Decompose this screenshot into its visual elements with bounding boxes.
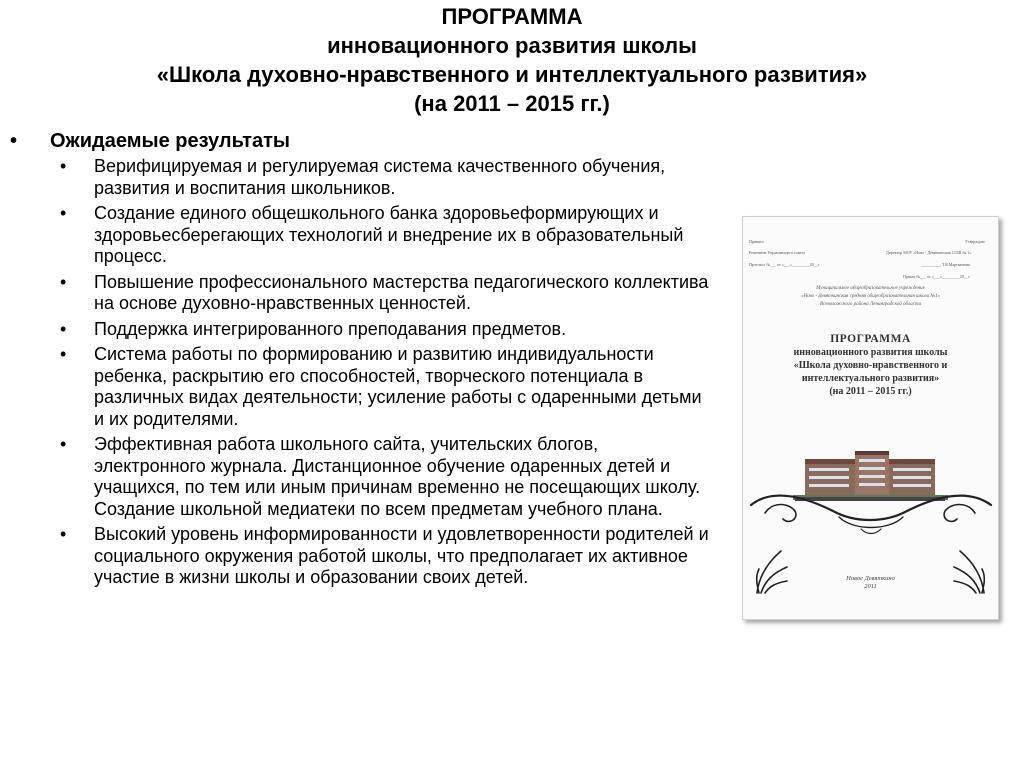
list-item — [52, 344, 712, 430]
doc-org-line-1: Муниципальное общеобразовательное учреждение — [816, 286, 925, 291]
section-heading: Ожидаемые результаты — [50, 130, 290, 152]
doc-year: 2011 — [864, 583, 877, 590]
doc-title-line-1: ПРОГРАММА — [830, 333, 911, 345]
doc-org-line-2: «Ново - Девяткинская средняя общеобразовательная школа №1» — [800, 294, 941, 299]
doc-accepted-label: Принято — [749, 239, 764, 244]
doc-title-line-3: «Школа духовно-нравственного и — [793, 360, 948, 371]
doc-title-line-5: (на 2011 – 2015 гг.) — [829, 386, 912, 397]
bullet-icon: • — [60, 524, 67, 544]
list-item-text: Создание единого общешкольного банка здоровьеформирующих и здоровьесберегающих технологий и внедрение их в образовательный процесс. — [94, 203, 684, 266]
list-item-text: Высокий уровень информированности и удовлетворенности родителей и социального окружения работой школы, что предполагает их активное участие в жизни школы и образовании своих детей. — [94, 524, 709, 587]
list-item — [52, 272, 712, 315]
program-document-image — [742, 216, 999, 620]
list-item-text: Эффективная работа школьного сайта, учительских блогов, электронного журнала. Дистанционное обучение одаренных детей и учащихся, по тем или иным причинам временно не посещающих школу. Создание школьной медиатеки по всем предметам учебного плана. — [94, 434, 701, 519]
doc-org-line-3: Всеволожского района Ленинградской области — [820, 302, 921, 307]
doc-director-label: Директор МОУ «Ново - Девяткинская СОШ № 1» — [886, 250, 972, 255]
list-item — [52, 319, 712, 341]
bullet-icon: • — [60, 344, 67, 364]
list-item-text: Поддержка интегрированного преподавания предметов. — [94, 318, 567, 339]
bullet-icon: • — [60, 271, 67, 292]
bullet-icon: • — [60, 156, 67, 176]
list-item-text: Повышение профессионального мастерства педагогического коллектива на основе духовно-нравственных ценностей. — [94, 271, 709, 313]
title-line-2: инновационного развития школы — [327, 33, 697, 58]
bullet-icon: • — [60, 203, 67, 223]
doc-protocol-label: Протокол №___ от «___»_________20__г. — [749, 262, 820, 267]
list-item — [52, 156, 712, 199]
list-item — [52, 524, 712, 589]
results-list — [52, 156, 712, 593]
school-building-illustration — [743, 439, 998, 537]
bullet-icon: • — [60, 318, 67, 339]
section-heading-row — [10, 128, 290, 154]
doc-council-label: Решением Управляющего совета — [749, 250, 805, 255]
list-item-text: Верифицируемая и регулируемая система качественного обучения, развития и воспитания школьников. — [94, 156, 666, 198]
title-line-3: «Школа духовно-нравственного и интеллектуального развития» — [156, 62, 868, 87]
doc-signature-label: __________ Т.Я.Мартыненко — [921, 262, 971, 267]
bullet-icon: • — [60, 434, 67, 454]
doc-approve-label: Утверждаю — [965, 239, 985, 244]
doc-place: Новое Девяткино — [846, 575, 895, 582]
doc-title — [753, 333, 988, 398]
doc-order-label: Приказ №___ от «___»_________20__г. — [903, 274, 970, 279]
bullet-icon: • — [10, 130, 18, 152]
doc-title-line-2: инновационного развития школы — [793, 347, 948, 358]
list-item — [52, 434, 712, 520]
list-item — [52, 203, 712, 268]
doc-place-year — [753, 575, 988, 591]
slide-title — [0, 2, 1024, 118]
title-line-4: (на 2011 – 2015 гг.) — [414, 91, 610, 116]
title-line-1: ПРОГРАММА — [441, 4, 583, 29]
doc-title-line-4: интеллектуального развития» — [801, 373, 940, 384]
list-item-text: Система работы по формированию и развитию индивидуальности ребенка, раскрытию его способностей, творческого потенциала в различных видах деятельности; усиление работы с одаренными детьми и их родителями. — [94, 344, 702, 429]
